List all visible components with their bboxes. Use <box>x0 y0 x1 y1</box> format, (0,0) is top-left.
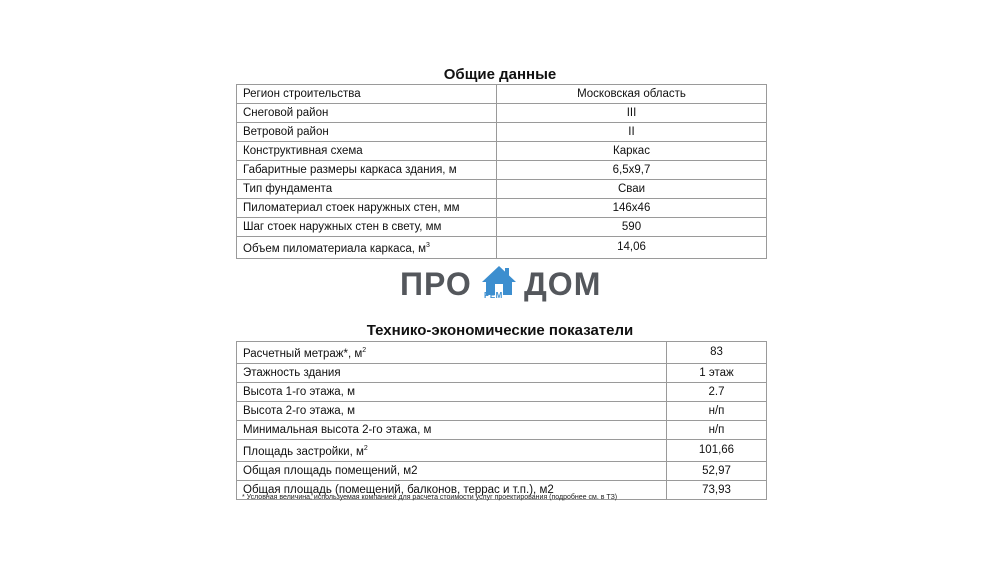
row-label: Объем пиломатериала каркаса, $м^3$ <box>237 237 497 259</box>
table-row <box>237 199 767 218</box>
row-value: 6,5х9,7 <box>497 161 767 180</box>
row-label: Расчетный метраж*, $м^2$ <box>237 342 667 364</box>
row-value: 146х46 <box>497 199 767 218</box>
row-label: Ветровой район <box>237 123 497 142</box>
row-value: Каркас <box>497 142 767 161</box>
row-value: н/п <box>667 401 767 420</box>
row-value: Московская область <box>497 85 767 104</box>
table-row <box>237 401 767 420</box>
row-label: Общая площадь помещений, м2 <box>237 461 667 480</box>
row-label: Габаритные размеры каркаса здания, м <box>237 161 497 180</box>
row-label: Шаг стоек наружных стен в свету, мм <box>237 218 497 237</box>
table-row <box>237 142 767 161</box>
row-label: Снеговой район <box>237 104 497 123</box>
row-value: 1 этаж <box>667 363 767 382</box>
logo-sub: РЕМ <box>484 291 503 300</box>
row-label: Регион строительства <box>237 85 497 104</box>
row-value: 83 <box>667 342 767 364</box>
general-data-table <box>236 84 767 259</box>
row-label: Высота 1-го этажа, м <box>237 382 667 401</box>
row-value: III <box>497 104 767 123</box>
row-value: 2.7 <box>667 382 767 401</box>
row-value: Сваи <box>497 180 767 199</box>
logo-word-left: ПРО <box>400 266 472 302</box>
table-row <box>237 161 767 180</box>
table-row <box>237 382 767 401</box>
row-value: н/п <box>667 420 767 439</box>
table-row <box>237 123 767 142</box>
row-label: Общая площадь (помещений, балконов, террас и т.п.), м2 <box>237 480 667 499</box>
row-label: Тип фундамента <box>237 180 497 199</box>
footnote: * Условная величина, используемая компанией для расчета стоимости услуг проектирования (подробнее см. в ТЗ) <box>242 494 618 501</box>
table-row <box>237 218 767 237</box>
table-row <box>237 461 767 480</box>
table-row <box>237 439 767 461</box>
row-label: Высота 2-го этажа, м <box>237 401 667 420</box>
row-value: 590 <box>497 218 767 237</box>
table-row <box>237 420 767 439</box>
table-row <box>237 180 767 199</box>
row-label: Пиломатериал стоек наружных стен, мм <box>237 199 497 218</box>
tech-indicators-title: Технико-экономические показатели <box>366 322 634 339</box>
table-row <box>237 342 767 364</box>
row-value: 101,66 <box>667 439 767 461</box>
table-row <box>237 85 767 104</box>
table-row <box>237 237 767 259</box>
general-data-title: Общие данные <box>443 66 557 83</box>
row-label: Площадь застройки, $м^2$ <box>237 439 667 461</box>
prodom-logo <box>400 262 600 302</box>
row-value: 73,93 <box>667 480 767 499</box>
row-label: Конструктивная схема <box>237 142 497 161</box>
row-value: II <box>497 123 767 142</box>
table-row <box>237 363 767 382</box>
tech-indicators-table <box>236 341 767 500</box>
row-label: Минимальная высота 2-го этажа, м <box>237 420 667 439</box>
logo-word-right: ДОМ <box>524 266 602 302</box>
row-label: Этажность здания <box>237 363 667 382</box>
table-row <box>237 104 767 123</box>
row-value: 14,06 <box>497 237 767 259</box>
row-value: 52,97 <box>667 461 767 480</box>
